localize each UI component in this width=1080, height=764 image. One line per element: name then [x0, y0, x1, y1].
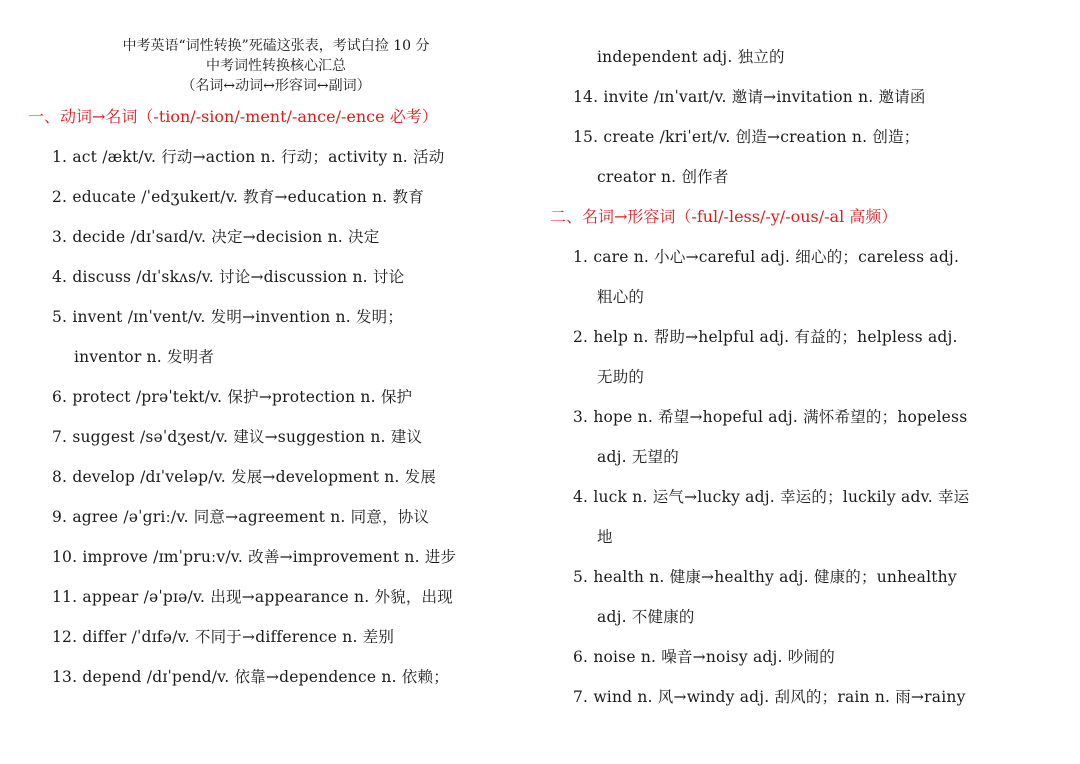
entry-line-continuation: independent adj. 独立的: [597, 48, 785, 66]
entry-line: 1. care n. 小心→careful adj. 细心的；careless adj.: [573, 248, 960, 266]
entry-line: 14. invite /ɪnˈvaɪt/v. 邀请→invitation n. 邀请函: [573, 88, 926, 106]
entry-line: 3. decide /dɪˈsaɪd/v. 决定→decision n. 决定: [52, 228, 380, 246]
entry-line: 7. suggest /səˈdʒest/v. 建议→suggestion n. 建议: [52, 428, 423, 446]
entry-line: 4. discuss /dɪˈskʌs/v. 讨论→discussion n. 讨论: [52, 268, 405, 286]
entry-line-continuation: 无助的: [597, 368, 645, 386]
document-subtitle: 中考词性转换核心汇总: [206, 58, 346, 74]
entry-line-continuation: creator n. 创作者: [597, 168, 729, 186]
entry-line: 2. educate /ˈedʒukeɪt/v. 教育→education n. 教育: [52, 188, 424, 206]
entry-line: 12. differ /ˈdɪfə/v. 不同于→difference n. 差别: [52, 628, 395, 646]
document-note: （名词↔动词↔形容词↔副词）: [181, 78, 371, 94]
entry-line: 8. develop /dɪˈveləp/v. 发展→development n. 发展: [52, 468, 437, 486]
entry-line: 6. noise n. 噪音→noisy adj. 吵闹的: [573, 648, 835, 666]
entry-line-continuation: inventor n. 发明者: [74, 348, 215, 366]
document-title: 中考英语“词性转换”死磕这张表，考试白捡 10 分: [122, 38, 430, 54]
entry-line: 13. depend /dɪˈpend/v. 依靠→dependence n. 依赖；: [52, 668, 449, 686]
entry-line-continuation: adj. 不健康的: [597, 608, 695, 626]
entry-line: 9. agree /əˈgriː/v. 同意→agreement n. 同意，协议: [52, 508, 430, 526]
entry-line: 1. act /ækt/v. 行动→action n. 行动；activity n. 活动: [52, 148, 445, 166]
entry-line: 11. appear /əˈpɪə/v. 出现→appearance n. 外貌，出现: [52, 588, 453, 606]
section-heading-noun-to-adjective: 二、名词→形容词（-ful/-less/-y/-ous/-al 高频）: [550, 207, 898, 226]
entry-line-continuation: 地: [597, 528, 613, 546]
entry-line-continuation: 粗心的: [597, 288, 645, 306]
entry-line: 3. hope n. 希望→hopeful adj. 满怀希望的；hopeless: [573, 408, 968, 426]
entry-line: 7. wind n. 风→windy adj. 刮风的；rain n. 雨→rainy: [573, 688, 966, 706]
entry-line: 15. create /kriˈeɪt/v. 创造→creation n. 创造；: [573, 128, 920, 146]
entry-line-continuation: adj. 无望的: [597, 448, 679, 466]
entry-line: 2. help n. 帮助→helpful adj. 有益的；helpless adj.: [573, 328, 958, 346]
entry-line: 4. luck n. 运气→lucky adj. 幸运的；luckily adv. 幸运: [573, 488, 970, 506]
entry-line: 6. protect /prəˈtekt/v. 保护→protection n. 保护: [52, 388, 413, 406]
entry-line: 10. improve /ɪmˈpruːv/v. 改善→improvement n. 进步: [52, 548, 457, 566]
entry-line: 5. health n. 健康→healthy adj. 健康的；unhealthy: [573, 568, 957, 586]
entry-line: 5. invent /ɪnˈvent/v. 发明→invention n. 发明；: [52, 308, 404, 326]
section-heading-verb-to-noun: 一、动词→名词（-tion/-sion/-ment/-ance/-ence 必考）: [28, 107, 438, 126]
